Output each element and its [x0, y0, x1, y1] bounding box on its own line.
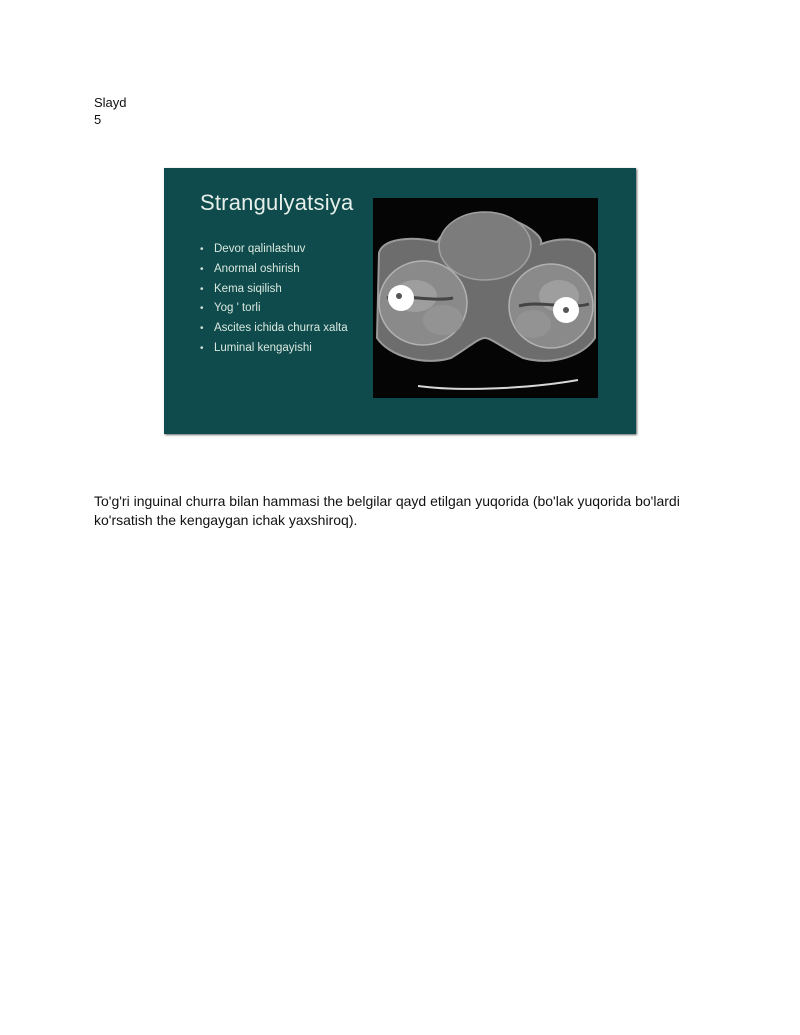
bullet-text: Yog ' torli [214, 302, 261, 315]
bullet-icon: • [200, 303, 204, 315]
bullet-icon: • [200, 263, 204, 275]
bullet-text: Kema siqilish [214, 282, 282, 295]
bullet-icon: • [200, 283, 204, 295]
slide-caption: To'g'ri inguinal churra bilan hammasi the belgilar qayd etilgan yuqorida (bo'lak yuqorida bo'lardi ko'rsatish the kengaygan ichak yaxshiroq). [94, 493, 680, 528]
bullet-icon: • [200, 244, 204, 255]
bullet-list [200, 240, 348, 359]
bullet-item [200, 260, 348, 280]
bullet-item [200, 299, 348, 319]
slide-label-text: Slayd [94, 95, 127, 110]
bullet-text: Devor qalinlashuv [214, 243, 306, 255]
ct-scan-image [373, 198, 598, 398]
bullet-item [200, 240, 348, 260]
bullet-item [200, 339, 348, 359]
bullet-icon: • [200, 342, 204, 354]
bullet-text: Anormal oshirish [214, 262, 300, 275]
ct-scan-graphic [373, 198, 598, 398]
slide-label [94, 94, 127, 128]
slide-thumbnail [164, 168, 636, 434]
bullet-text: Luminal kengayishi [214, 341, 312, 354]
slide-number: 5 [94, 112, 102, 127]
bullet-icon: • [200, 323, 204, 335]
bullet-text: Ascites ichida churra xalta [214, 322, 348, 335]
slide-title: Strangulyatsiya [200, 190, 354, 215]
bullet-item [200, 280, 348, 300]
bullet-item [200, 319, 348, 339]
